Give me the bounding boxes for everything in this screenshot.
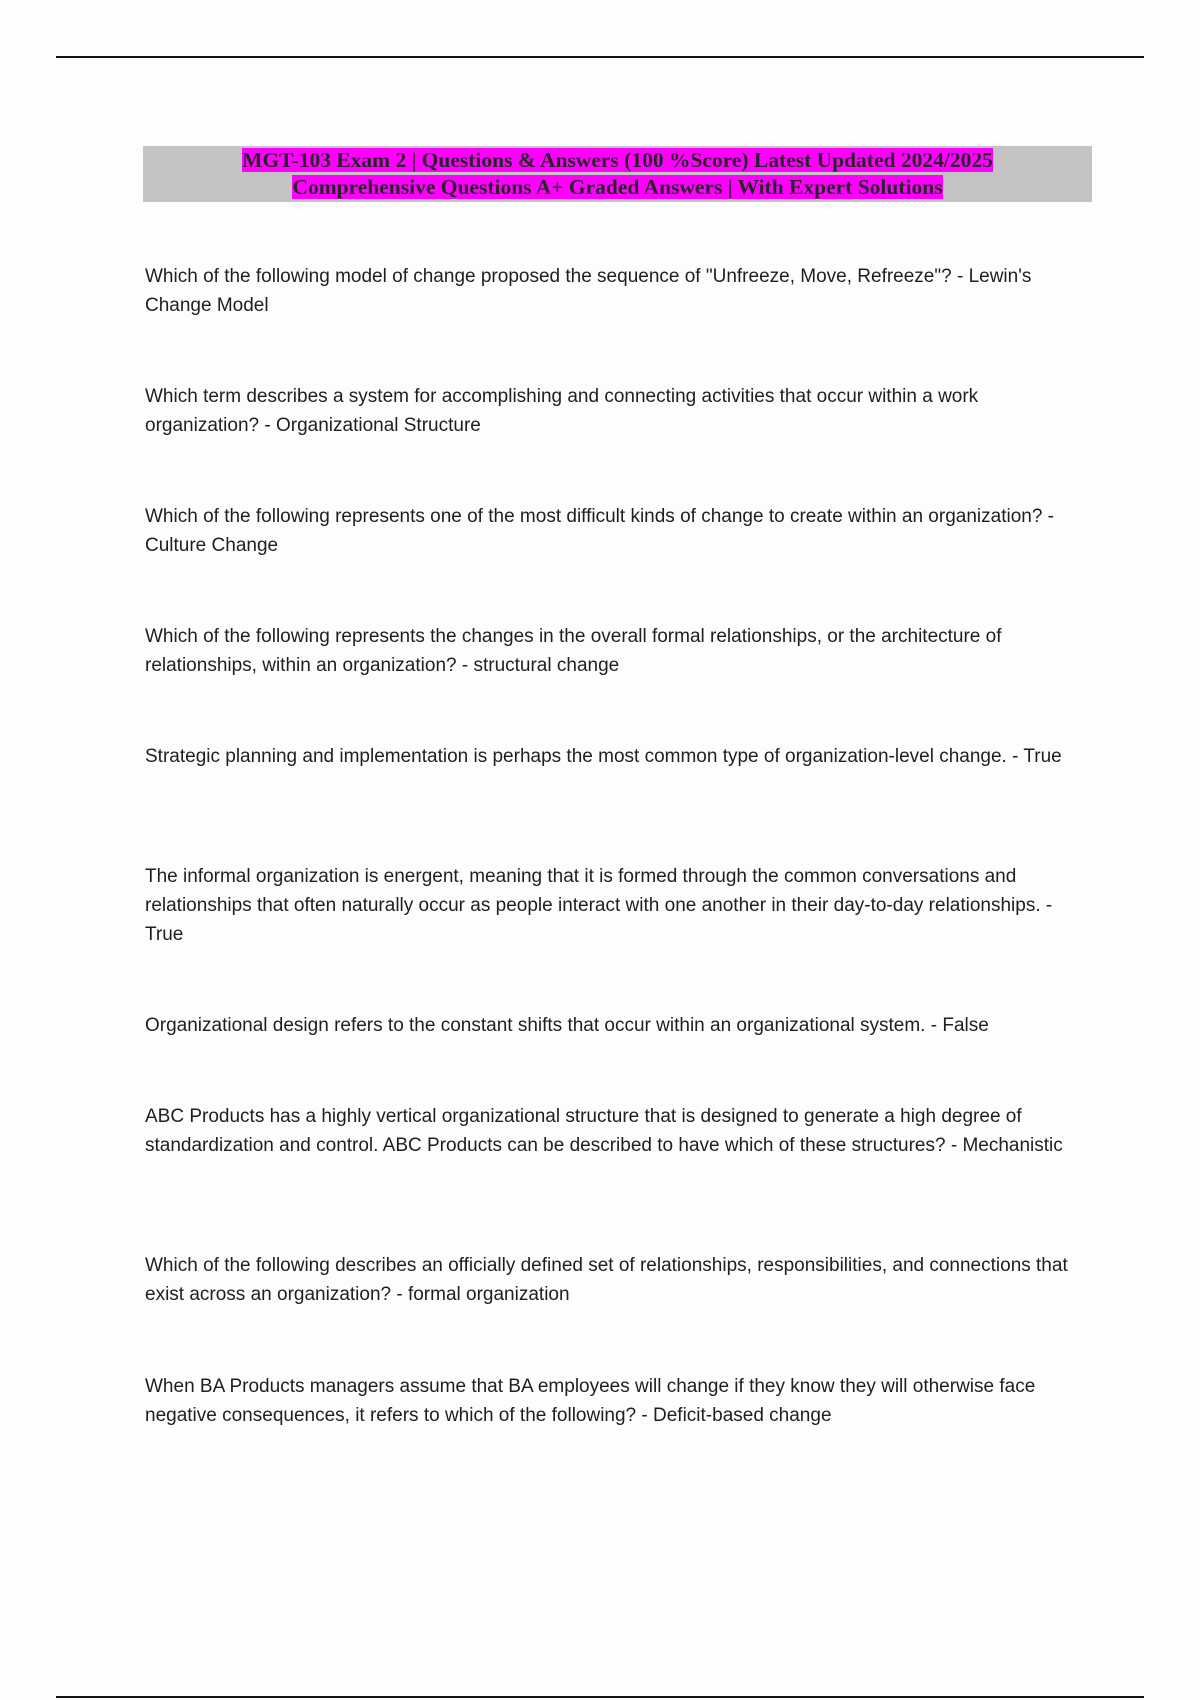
qa-item-2: Which term describes a system for accomplishing and connecting activities that occur within a work organization? - Organizational Structure (145, 386, 979, 436)
qa-item-7: Organizational design refers to the constant shifts that occur within an organizational system. - False (145, 1015, 989, 1036)
qa-item-5: Strategic planning and implementation is perhaps the most common type of organization-level change. - True (145, 746, 1062, 767)
qa-item-6: The informal organization is energent, meaning that it is formed through the common conversations and relationships that often naturally occur as people interact with one another in their day-to-day relationships. - True (145, 866, 1053, 945)
qa-item-10: When BA Products managers assume that BA employees will change if they know they will otherwise face negative consequences, it refers to which of the following? - Deficit-based change (145, 1376, 1036, 1426)
qa-item-1: Which of the following model of change proposed the sequence of "Unfreeze, Move, Refreeze"? - Lewin's Change Model (145, 266, 1032, 316)
qa-item-3: Which of the following represents one of the most difficult kinds of change to create within an organization? - Culture Change (145, 506, 1054, 556)
footer-rule (56, 1696, 1144, 1698)
qa-item-4: Which of the following represents the changes in the overall formal relationships, or the architecture of relationships, within an organization? - structural change (145, 626, 1002, 676)
title-line-2: Comprehensive Questions A+ Graded Answers | With Expert Solutions (292, 175, 943, 199)
header-rule (56, 56, 1144, 58)
document-title (143, 146, 1092, 202)
title-line-1: MGT-103 Exam 2 | Questions & Answers (100 %Score) Latest Updated 2024/2025 (242, 148, 993, 172)
qa-item-9: Which of the following describes an officially defined set of relationships, responsibilities, and connections that exist across an organization? - formal organization (145, 1255, 1068, 1305)
qa-item-8: ABC Products has a highly vertical organizational structure that is designed to generate a high degree of standardization and control. ABC Products can be described to have which of these structures? - Mechanistic (145, 1106, 1063, 1156)
